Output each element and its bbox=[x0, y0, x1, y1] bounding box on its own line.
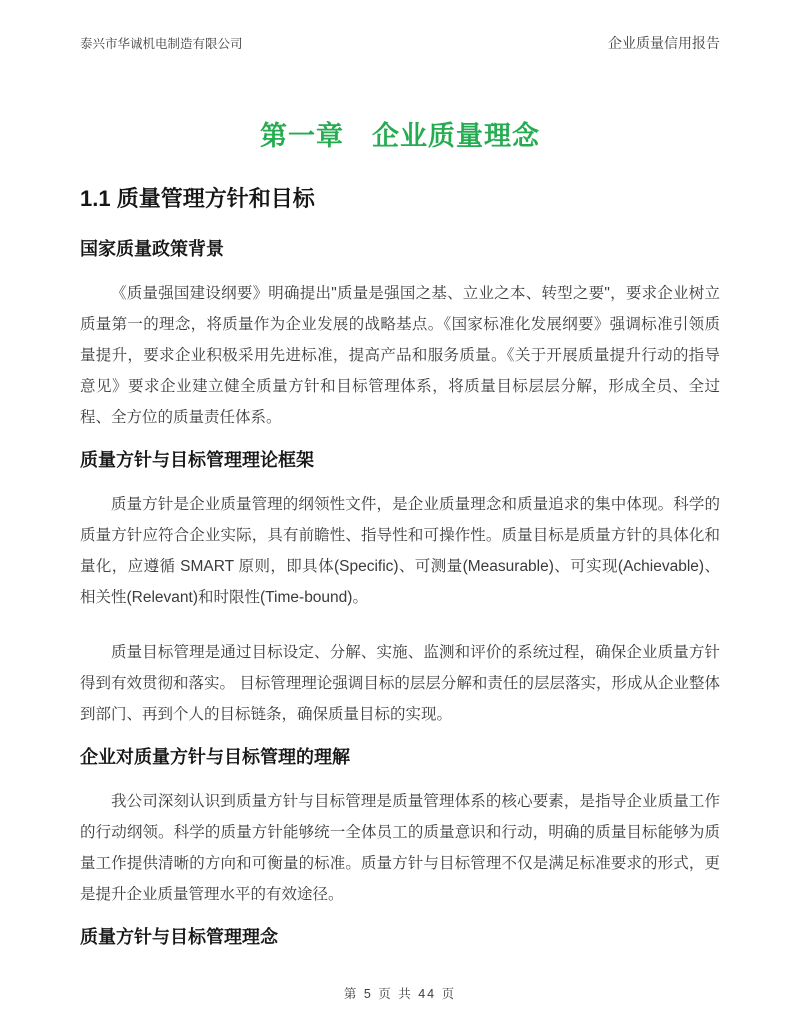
subsection-heading-policy-background: 国家质量政策背景 bbox=[80, 239, 224, 259]
document-content bbox=[80, 0, 720, 950]
subsection-heading-theory-framework: 质量方针与目标管理理论框架 bbox=[80, 450, 314, 470]
paragraph-understanding: 我公司深刻认识到质量方针与目标管理是质量管理体系的核心要素，是指导企业质量工作的行动纲领。科学的质量方针能够统一全体员工的质量意识和行动，明确的质量目标能够为质量工作提供清晰的方向和可衡量的标准。质量方针与目标管理不仅是满足标准要求的形式，更是提升企业质量管理水平的有效途径。 bbox=[80, 793, 720, 903]
section-title: 1.1 质量管理方针和目标 bbox=[80, 186, 315, 211]
paragraph-theory-framework-2: 质量目标管理是通过目标设定、分解、实施、监测和评价的系统过程，确保企业质量方针得到有效贯彻和落实。 目标管理理论强调目标的层层分解和责任的层层落实，形成从企业整体到部门、再到个人的目标链条，确保质量目标的实现。 bbox=[80, 644, 720, 723]
page-number: 第 5 页 共 44 页 bbox=[343, 987, 457, 1001]
chapter-title: 第一章 企业质量理念 bbox=[260, 121, 540, 151]
paragraph-theory-framework-1: 质量方针是企业质量管理的纲领性文件，是企业质量理念和质量追求的集中体现。科学的质量方针应符合企业实际，具有前瞻性、指导性和可操作性。质量目标是质量方针的具体化和量化，应遵循 SMART 原则，即具体(Specific)、可测量(Measurable)、可实现(Achievable)、相关性(Relevant)和时限性(Time-bound)。 bbox=[80, 496, 720, 606]
header-company-name: 泰兴市华诚机电制造有限公司 bbox=[80, 37, 243, 51]
subsection-heading-philosophy: 质量方针与目标管理理念 bbox=[80, 927, 278, 947]
paragraph-policy-background: 《质量强国建设纲要》明确提出"质量是强国之基、立业之本、转型之要"，要求企业树立质量第一的理念，将质量作为企业发展的战略基点。《国家标准化发展纲要》强调标准引领质量提升，要求企业积极采用先进标准，提高产品和服务质量。《关于开展质量提升行动的指导意见》要求企业建立健全质量方针和目标管理体系，将质量目标层层分解，形成全员、全过程、全方位的质量责任体系。 bbox=[80, 285, 720, 426]
subsection-heading-understanding: 企业对质量方针与目标管理的理解 bbox=[80, 747, 350, 767]
header-report-title: 企业质量信用报告 bbox=[608, 35, 720, 51]
